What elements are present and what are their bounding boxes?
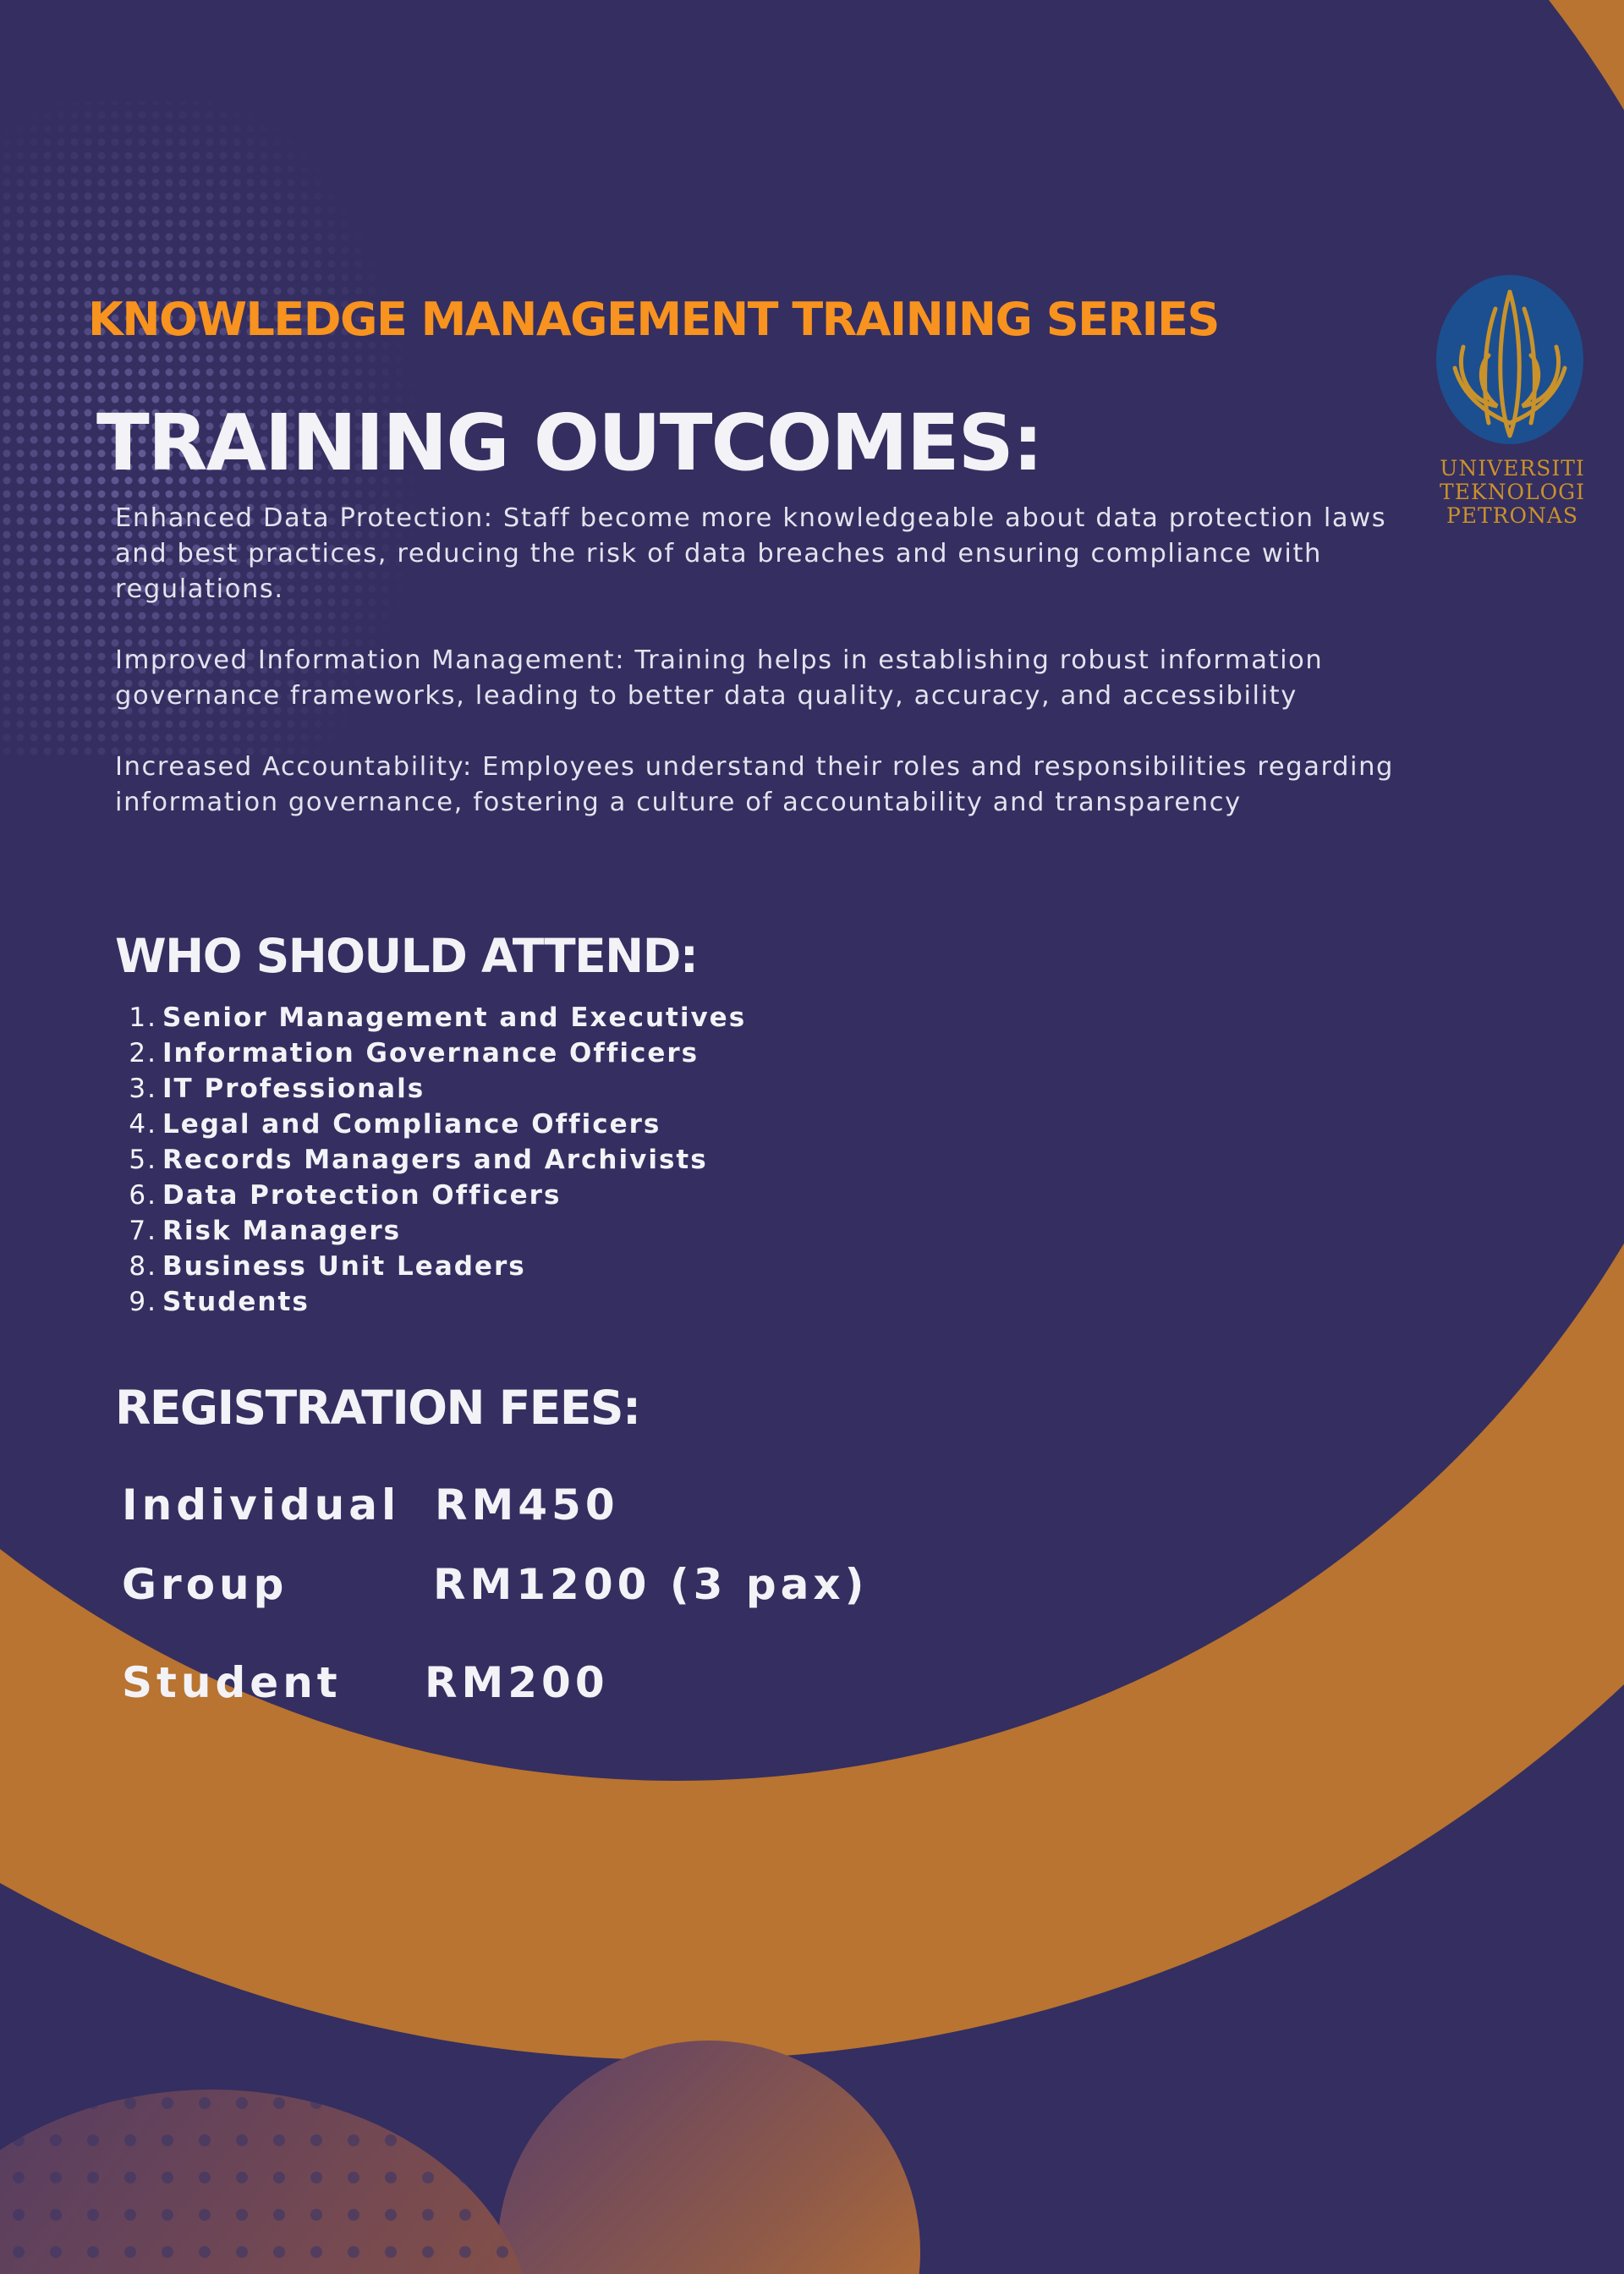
logo-line-2: TEKNOLOGI bbox=[1440, 480, 1585, 504]
outcome-paragraph-3: Increased Accountability: Employees understand their roles and responsibilities regarding information governance, fostering a culture of accountability and transparency bbox=[115, 752, 1395, 817]
list-number: 3. bbox=[129, 1074, 157, 1104]
fee-price-individual: RM450 bbox=[435, 1480, 619, 1530]
outcome-paragraph-1: Enhanced Data Protection: Staff become more knowledgeable about data protection laws and best practices, reducing the risk of data breaches and ensuring compliance with regulations. bbox=[115, 503, 1387, 604]
list-label: IT Professionals bbox=[162, 1074, 425, 1104]
list-label: Risk Managers bbox=[162, 1216, 402, 1246]
list-item bbox=[127, 1071, 746, 1107]
decorative-ball-left-dots bbox=[0, 2090, 533, 2274]
list-number: 9. bbox=[129, 1287, 157, 1317]
outcomes-title: TRAINING OUTCOMES: bbox=[96, 398, 1042, 488]
list-item bbox=[127, 1284, 746, 1320]
outcomes-section bbox=[115, 501, 1409, 856]
list-label: Information Governance Officers bbox=[162, 1038, 700, 1068]
list-item bbox=[127, 1035, 746, 1071]
fee-label-student: Student bbox=[122, 1658, 342, 1707]
fee-label-group: Group bbox=[122, 1560, 288, 1609]
logo-line-3: PETRONAS bbox=[1446, 503, 1579, 528]
list-number: 2. bbox=[129, 1038, 157, 1068]
fee-label-individual: Individual bbox=[122, 1480, 401, 1530]
fee-price-group: RM1200 (3 pax) bbox=[433, 1560, 869, 1609]
list-number: 1. bbox=[129, 1002, 157, 1033]
logo-emblem-icon bbox=[1436, 275, 1583, 444]
list-label: Data Protection Officers bbox=[162, 1180, 562, 1211]
list-item bbox=[127, 1107, 746, 1142]
list-item bbox=[127, 1178, 746, 1213]
list-number: 7. bbox=[129, 1216, 157, 1246]
list-number: 4. bbox=[129, 1109, 157, 1140]
list-number: 6. bbox=[129, 1180, 157, 1211]
logo-line-1: UNIVERSITI bbox=[1440, 456, 1585, 481]
university-logo bbox=[1429, 275, 1599, 537]
series-title: KNOWLEDGE MANAGEMENT TRAINING SERIES bbox=[88, 293, 1219, 346]
attend-title: WHO SHOULD ATTEND: bbox=[115, 929, 698, 983]
list-label: Senior Management and Executives bbox=[162, 1002, 747, 1033]
list-item bbox=[127, 1249, 746, 1284]
list-item bbox=[127, 1000, 746, 1035]
list-number: 8. bbox=[129, 1251, 157, 1282]
list-number: 5. bbox=[129, 1145, 157, 1175]
list-item bbox=[127, 1213, 746, 1249]
fees-title: REGISTRATION FEES: bbox=[115, 1381, 640, 1435]
list-label: Students bbox=[162, 1287, 310, 1317]
decorative-ball-right bbox=[497, 2041, 920, 2274]
list-item bbox=[127, 1142, 746, 1178]
list-label: Business Unit Leaders bbox=[162, 1251, 526, 1282]
outcome-paragraph-2: Improved Information Management: Training helps in establishing robust information governance frameworks, leading to better data quality, accuracy, and accessibility bbox=[115, 645, 1324, 711]
attend-list bbox=[127, 1000, 746, 1320]
list-label: Records Managers and Archivists bbox=[162, 1145, 708, 1175]
fee-price-student: RM200 bbox=[425, 1658, 609, 1707]
list-label: Legal and Compliance Officers bbox=[162, 1109, 661, 1140]
